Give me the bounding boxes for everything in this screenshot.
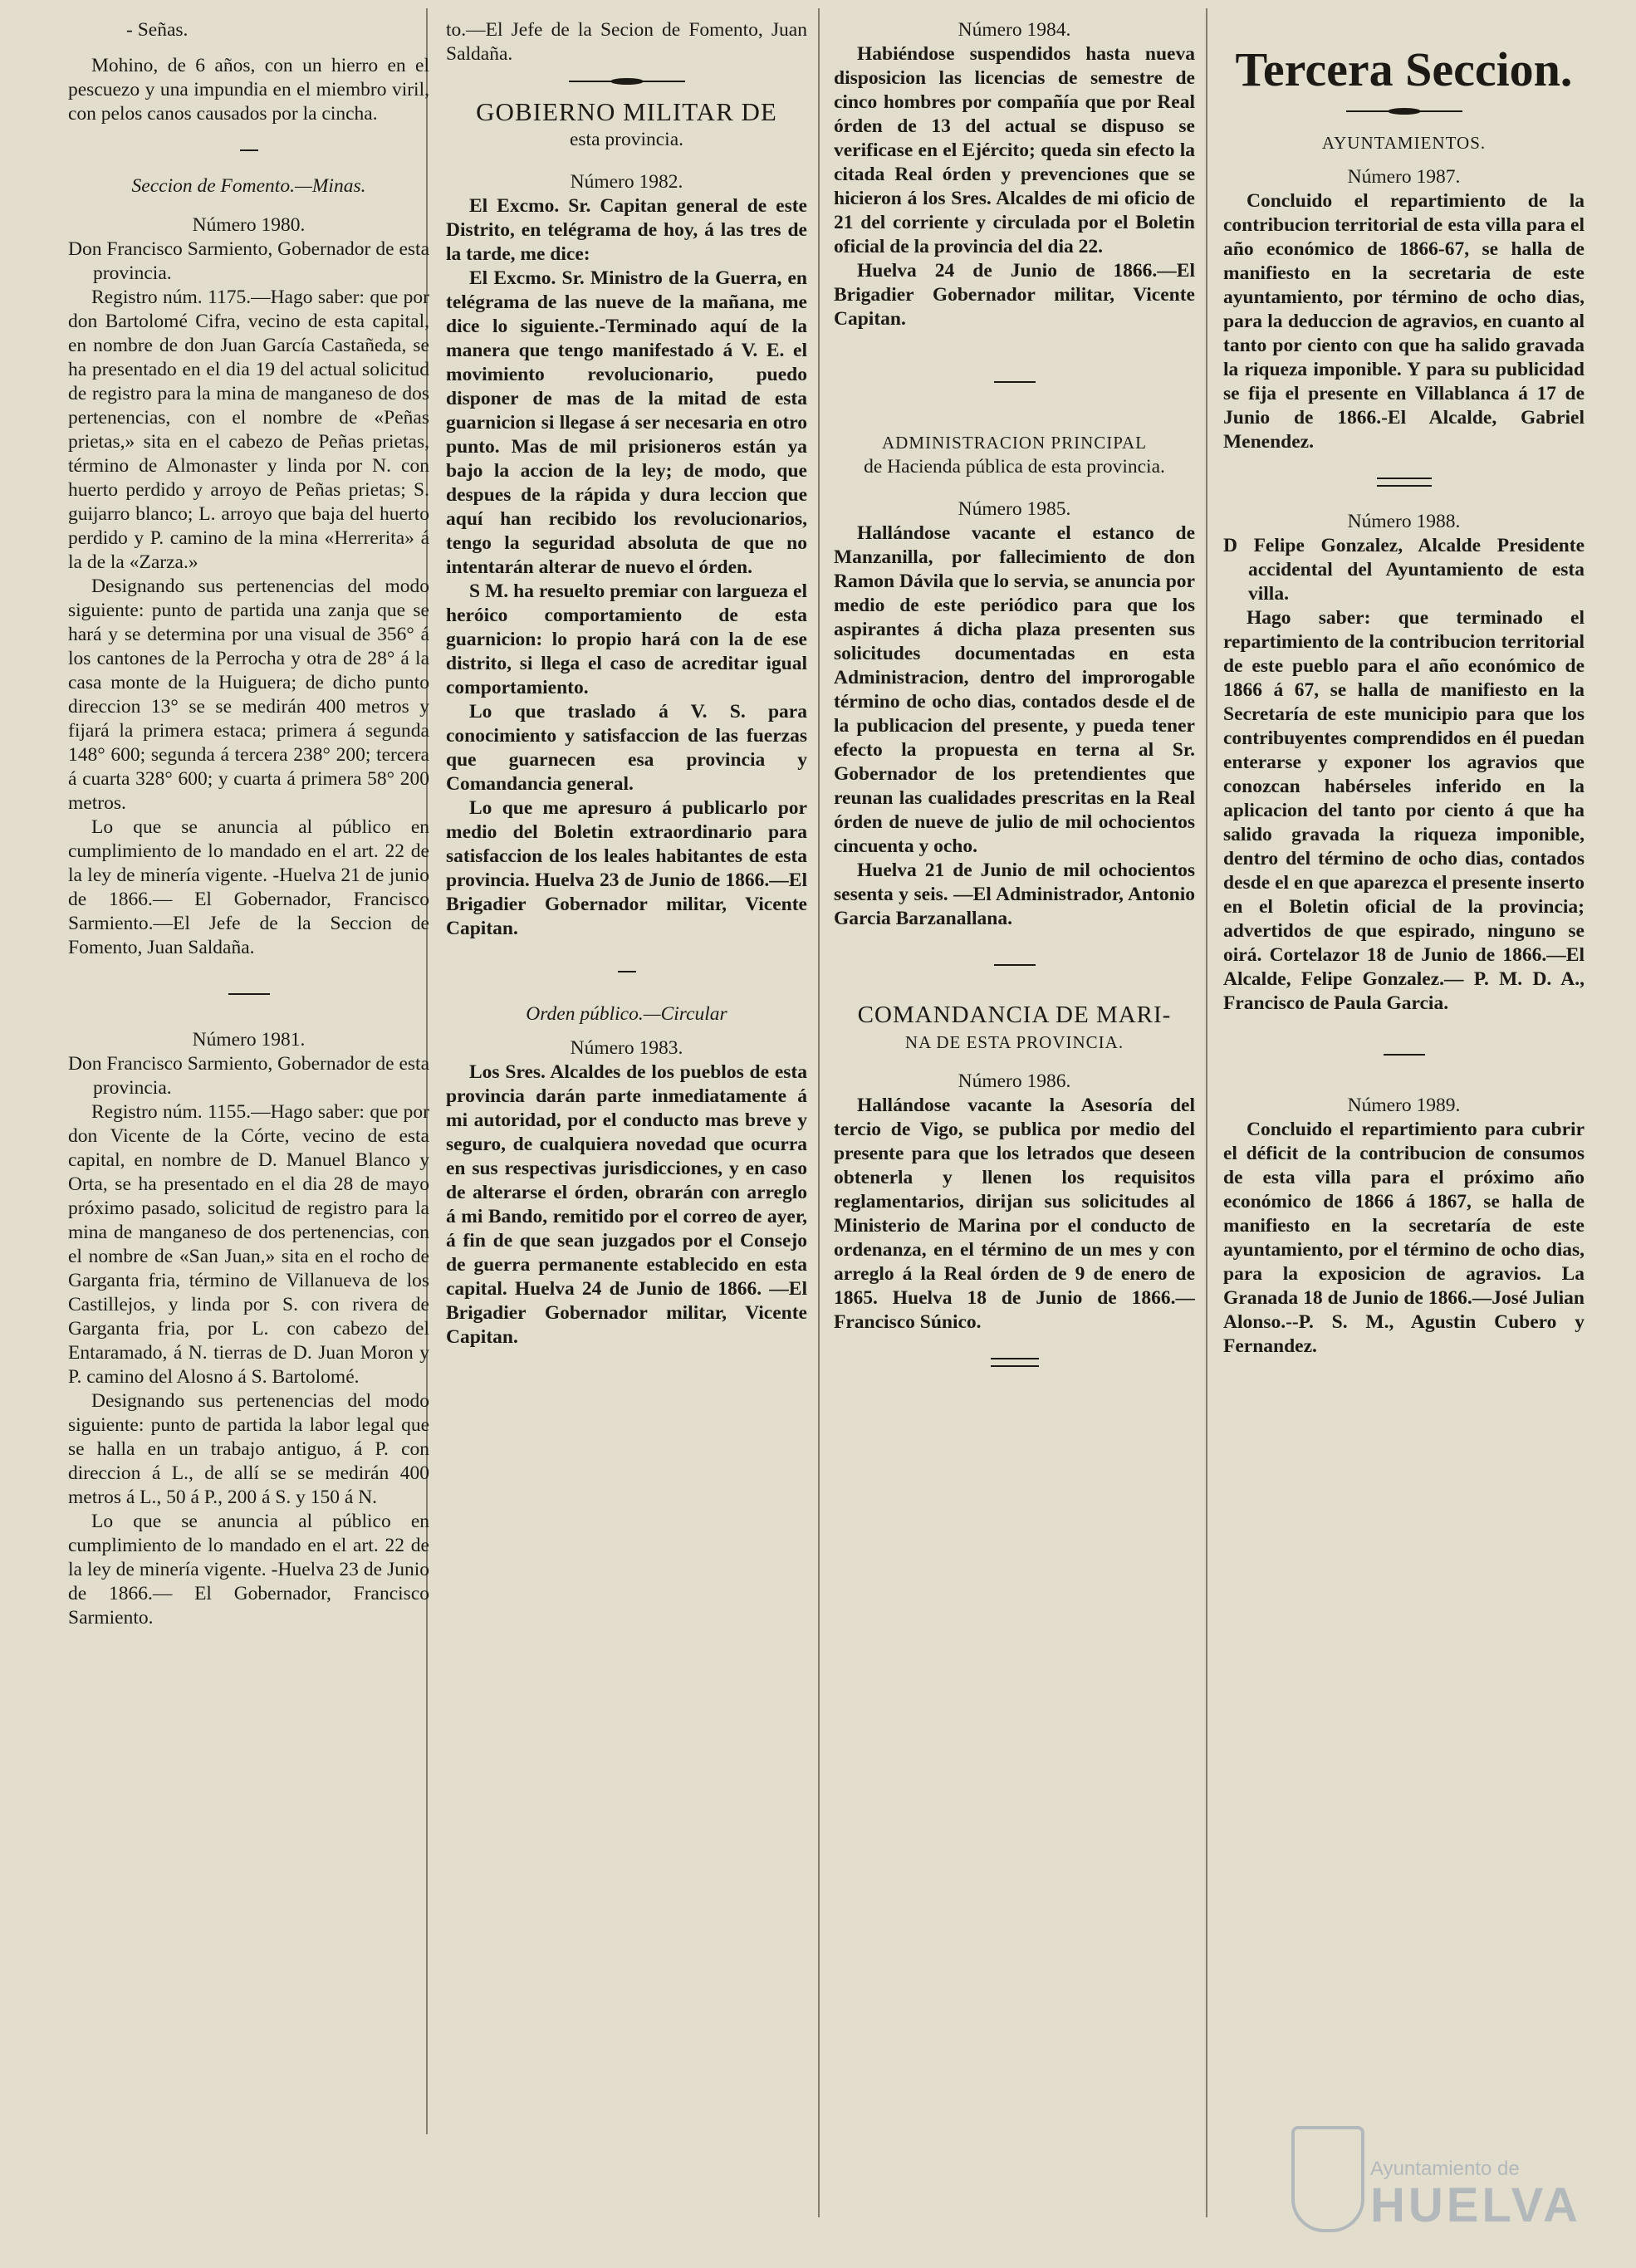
notice-number: Número 1982. bbox=[570, 171, 683, 193]
notice-paragraph: Concluido el repartimiento de la contribucion territorial de esta villa para el año económico de 1866-67, se halla de manifiesto en la secretaria de este ayuntamiento, por término de ocho dias, para la deduccion de agravios, en cuanto al tanto por ciento con que ha salido gravada la riqueza imponible. Y para su publicidad se fija el presente en Villablanca á 17 de Junio de 1866.-El Alcalde, Gabriel Menendez. bbox=[1223, 190, 1585, 453]
notice-paragraph: Lo que se anuncia al público en cumplimiento de lo mandado en el art. 22 de la ley de minería vigente. -Huelva 23 de Junio de 1866.— El Gobernador, Francisco Sarmiento. bbox=[68, 1511, 429, 1629]
notice-paragraph: Lo que traslado á V. S. para conocimiento y satisfaccion de las fuerzas que guarnecen esa provincia y Comandancia general. bbox=[446, 701, 807, 795]
notice-paragraph: Designando sus pertenencias del modo siguiente: punto de partida una zanja que se hará y se determina por una visual de 356° á los cantones de la Perrocha y otra de 28° á la casa monte de la Huiguera; de dicho punto direccion 13° se se medirán 400 metros y fijará la primera estaca; primera á segunda 148° 600; segunda á tercera 238° 200; tercera á cuarta 328° 600; y cuarta á primera 58° 200 metros. bbox=[68, 576, 429, 814]
notice-number: Número 1980. bbox=[192, 214, 306, 236]
subheading: esta provincia. bbox=[569, 129, 684, 150]
notice-paragraph: Registro núm. 1175.—Hago saber: que por don Bartolomé Cifra, vecino de esta capital, en nombre de don Juan García Castañeda, se ha presentado en el dia 19 del actual solicitud de registro para la mina de manganeso de dos pertenencias, con el nombre de «Peñas prietas,» sita en el cabezo de Peñas prietas, término de Almonaster y linda por N. con huerto perdido y arroyo de Peñas prietas; S. guijarro blanco; L. arroyo que baja del huerto perdido y P. camino de la mina «Herrerita» á la de la «Zarza.» bbox=[68, 287, 429, 573]
separator bbox=[994, 381, 1036, 383]
coat-of-arms-icon bbox=[1291, 2126, 1364, 2232]
double-separator bbox=[1377, 478, 1432, 487]
notice-number: Número 1986. bbox=[958, 1070, 1071, 1092]
notice-paragraph: Huelva 24 de Junio de 1866.—El Brigadier Gobernador militar, Vicente Capitan. bbox=[834, 260, 1195, 330]
separator bbox=[1384, 1054, 1425, 1056]
subheading: de Hacienda pública de esta provincia. bbox=[864, 456, 1165, 478]
separator bbox=[240, 149, 258, 151]
notice-paragraph: El Excmo. Sr. Ministro de la Guerra, en telégrama de las nueve de la mañana, me dice lo siguiente.-Terminado aquí de la manera que tengo manifestado á V. E. el movimiento revolucionario, puedo disponer de mas de la mitad de esta guarnicion si llegase á ser necesaria en otro punto. Mas de mil prisioneros están ya bajo la accion de la ley; de modo, que despues de la rápida y dura leccion que aquí han recibido los revolucionarios, tengo la seguridad absoluta de que no intentarán alterar de nuevo el órden. bbox=[446, 267, 807, 578]
notice-number: Número 1989. bbox=[1347, 1095, 1461, 1116]
notice-paragraph: Registro núm. 1155.—Hago saber: que por don Vicente de la Córte, vecino de esta capital, en nombre de D. Manuel Blanco y Orta, se ha presentado en el dia 28 de mayo próximo pasado, solicitud de registro para la mina de manganeso de dos pertenencias, con el nombre de «San Juan,» sita en el rocho de Garganta fria, término de Villanueva de los Castillejos, y linda por S. con rivera de Garganta fria, por L. con cabezo del Entaramado, á N. tierras de D. Juan Moron y P. camino del Alosno á S. Bartolomé. bbox=[68, 1101, 429, 1388]
notice-number: Número 1981. bbox=[192, 1029, 306, 1051]
watermark-line: HUELVA bbox=[1370, 2178, 1581, 2232]
notice-paragraph: Hago saber: que terminado el repartimiento de la contribucion territorial de este pueblo para el año económico de 1866 á 67, se halla de manifiesto en la Secretaría de este municipio para que los contribuyentes comprendidos en él puedan enterarse y exponer los agravios que conozcan habérseles inferido en la aplicacion del tanto por ciento á que ha salido gravada la riqueza imponible, dentro del término de ocho dias, contados desde el en que aparezca el presente inserto en el Boletin oficial de la provincia; advertidos de que espirado, ninguno se oirá. Cortelazor 18 de Junio de 1866.—El Alcalde, Felipe Gonzalez.— P. M. D. A., Francisco de Paula Garcia. bbox=[1223, 607, 1585, 1014]
heading: ADMINISTRACION PRINCIPAL bbox=[881, 433, 1147, 453]
huelva-watermark bbox=[1291, 2126, 1624, 2259]
section-heading: Orden público.—Circular bbox=[526, 1003, 727, 1025]
separator bbox=[228, 993, 270, 995]
section-heading: Seccion de Fomento.—Minas. bbox=[131, 175, 366, 197]
column-4 bbox=[1223, 18, 1585, 2252]
notice-paragraph: Hallándose vacante la Asesoría del tercio de Vigo, se publica por medio del presente para que los letrados que deseen obtenerla y llenen los requisitos reglamentarios, dirijan sus solicitudes al Ministerio de Marina por el conducto de ordenanza, en el término de un mes y con arreglo á la Real órden de 9 de enero de 1865. Huelva 18 de Junio de 1866.— Francisco Súnico. bbox=[834, 1095, 1195, 1333]
notice-number: Número 1987. bbox=[1347, 166, 1461, 188]
notice-paragraph: Hallándose vacante el estanco de Manzanilla, por fallecimiento de don Ramon Dávila que lo servia, se anuncia por medio de este periódico para que los aspirantes á dicha plaza presenten sus solicitudes documentadas en esta Administracion, dentro del improrogable término de ocho dias, contados desde el de la publicacion del presente, y pueda tener efecto la propuesta en terna al Sr. Gobernador de los pretendientes que reunan las cualidades prescritas en la Real órden de nueve de julio de mil ochocientos cincuenta y ocho. bbox=[834, 522, 1195, 857]
notice-paragraph: Concluido el repartimiento para cubrir el déficit de la contribucion de consumos de esta villa para el próximo año económico de 1866 á 1867, se halla de manifiesto en la secretaría de este ayuntamiento, por el término de ocho dias, para la exposicion de agravios. La Granada 18 de Junio de 1866.—José Julian Alonso.--P. S. M., Agustin Cubero y Fernandez. bbox=[1223, 1119, 1585, 1357]
notice-number: Número 1983. bbox=[570, 1037, 683, 1059]
notice-paragraph: Habiéndose suspendidos hasta nueva disposicion las licencias de semestre de cinco hombres por compañía que por Real órden de 13 del actual se dispuso se verificase en el Ejército; queda sin efecto la citada Real órden y prevenciones que se hicieron á los Sres. Alcaldes de mi oficio de 21 del corriente y circulada por el Boletin oficial de la provincia del dia 22. bbox=[834, 43, 1195, 257]
separator bbox=[618, 971, 636, 972]
ornament-divider bbox=[569, 78, 685, 85]
subheading: AYUNTAMIENTOS. bbox=[1321, 133, 1487, 153]
section-title: Tercera Seccion. bbox=[1235, 42, 1573, 96]
notice-paragraph: S M. ha resuelto premiar con largueza el heróico comportamiento de esta guarnicion: lo propio hará con la de ese distrito, si llega el caso de acreditar igual comportamiento. bbox=[446, 580, 807, 698]
notice-intro: Don Francisco Sarmiento, Gobernador de esta provincia. bbox=[68, 238, 429, 284]
notice-number: Número 1984. bbox=[958, 19, 1071, 41]
double-separator bbox=[991, 1358, 1039, 1367]
notice-paragraph: Huelva 21 de Junio de mil ochocientos sesenta y seis. —El Administrador, Antonio Garcia Barzanallana. bbox=[834, 860, 1195, 929]
notice-paragraph: Lo que me apresuro á publicarlo por medio del Boletin extraordinario para satisfaccion de los leales habitantes de esta provincia. Huelva 23 de Junio de 1866.—El Brigadier Gobernador militar, Vicente Capitan. bbox=[446, 797, 807, 939]
column-rule bbox=[1206, 8, 1207, 2217]
senas-text: Mohino, de 6 años, con un hierro en el pescuezo y una impundia en el miembro viril, con pelos canos causados por la cincha. bbox=[68, 55, 429, 125]
notice-paragraph: Designando sus pertenencias del modo siguiente: punto de partida la labor legal que se halla en un trabajo antiguo, á P. con direccion á L., de allí se se medirán 400 metros á L., 50 á P., 200 á S. y 150 á N. bbox=[68, 1390, 429, 1508]
notice-paragraph: Los Sres. Alcaldes de los pueblos de esta provincia darán parte inmediatamente á mi autoridad, por el conducto mas breve y seguro, de cualquiera novedad que ocurra en sus respectivas jurisdicciones, y en caso de alterarse el órden, obrarán con arreglo á mi Bando, remitido por el correo de ayer, á fin de que sean juzgados por el Consejo de guerra permanente establecido en esta capital. Huelva 24 de Junio de 1866. —El Brigadier Gobernador militar, Vicente Capitan. bbox=[446, 1061, 807, 1348]
continued-text: to.—El Jefe de la Secion de Fomento, Juan Saldaña. bbox=[446, 19, 807, 65]
heading: GOBIERNO MILITAR DE bbox=[476, 97, 777, 126]
notice-paragraph: Lo que se anuncia al público en cumplimiento de lo mandado en el art. 22 de la ley de minería vigente. -Huelva 21 de junio de 1866.— El Gobernador, Francisco Sarmiento.—El Jefe de la Seccion de Fomento, Juan Saldaña. bbox=[68, 816, 429, 958]
notice-paragraph: El Excmo. Sr. Capitan general de este Distrito, en telégrama de hoy, á las tres de la tarde, me dice: bbox=[446, 195, 807, 265]
column-rule bbox=[818, 8, 820, 2217]
notice-intro: Don Francisco Sarmiento, Gobernador de esta provincia. bbox=[68, 1053, 429, 1099]
notice-intro: D Felipe Gonzalez, Alcalde Presidente accidental del Ayuntamiento de esta villa. bbox=[1223, 535, 1585, 605]
column-1 bbox=[68, 18, 429, 2252]
column-2 bbox=[446, 18, 807, 2252]
watermark-line: Ayuntamiento de bbox=[1370, 2158, 1520, 2180]
senas-heading: - Señas. bbox=[126, 19, 189, 41]
notice-number: Número 1988. bbox=[1347, 511, 1461, 532]
ornament-divider bbox=[1346, 108, 1462, 115]
heading: COMANDANCIA DE MARI- bbox=[857, 1002, 1172, 1028]
separator bbox=[994, 964, 1036, 966]
subheading: NA DE ESTA PROVINCIA. bbox=[904, 1032, 1124, 1052]
notice-number: Número 1985. bbox=[958, 498, 1071, 520]
column-3 bbox=[834, 18, 1195, 2252]
